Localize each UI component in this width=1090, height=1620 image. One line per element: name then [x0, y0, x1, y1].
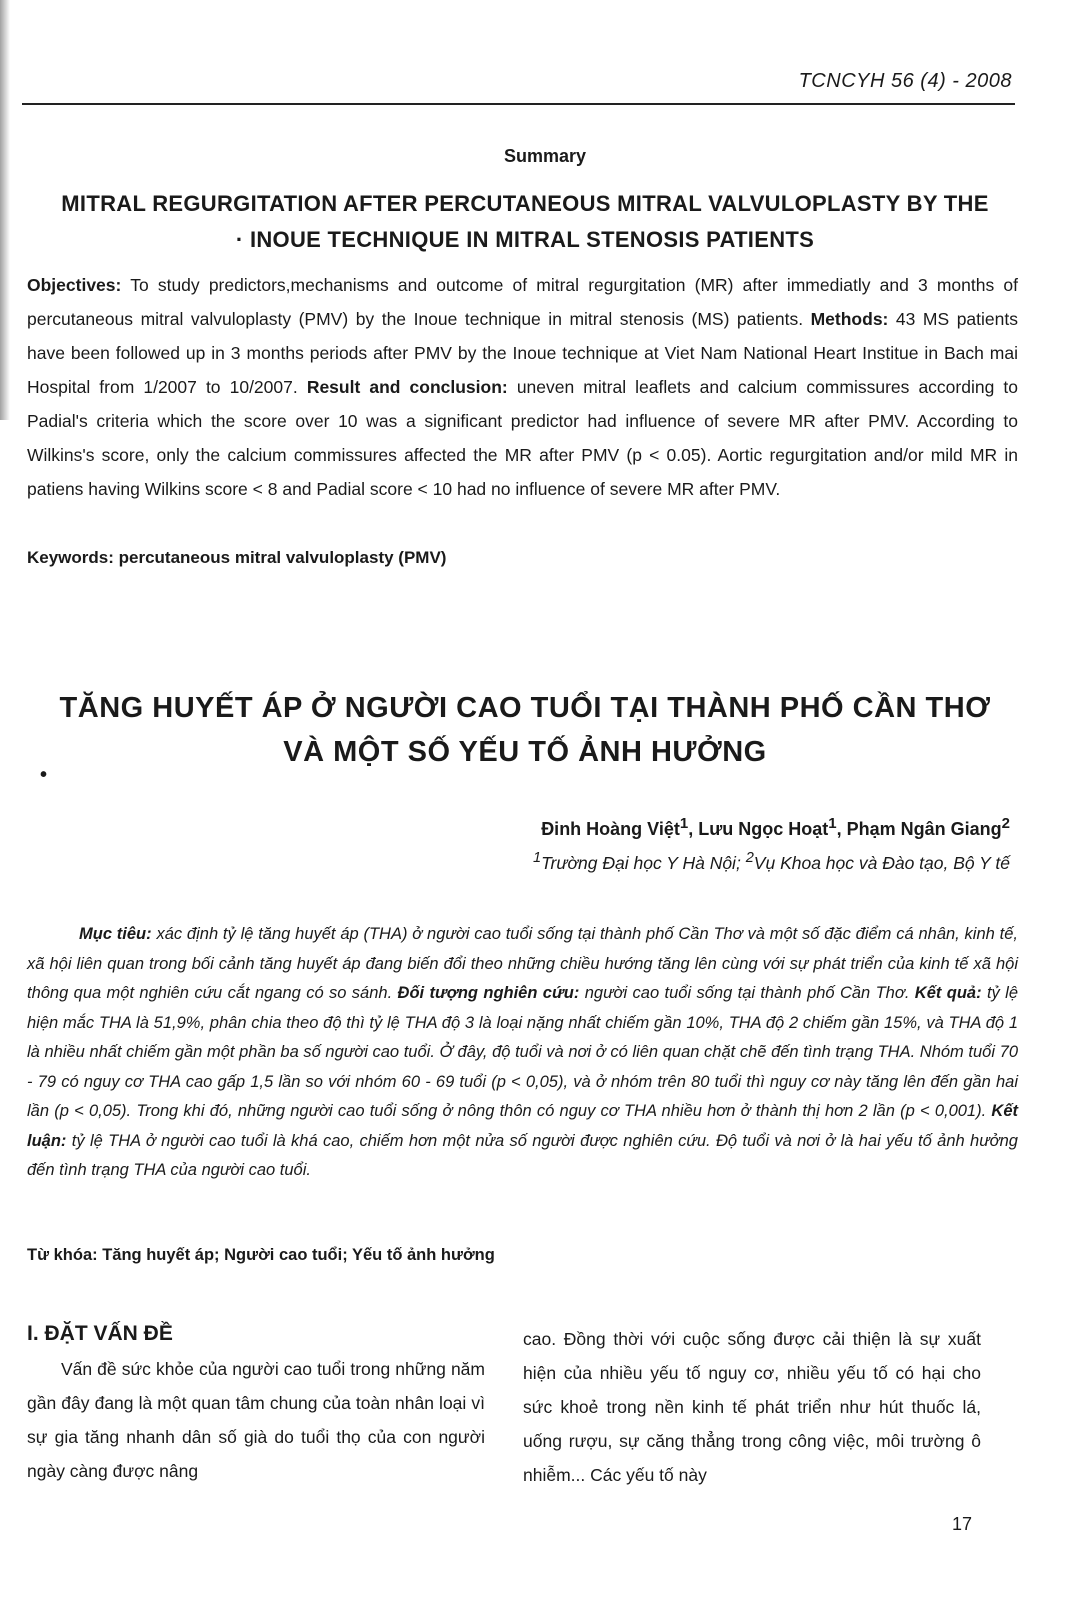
english-title-line-2: · INOUE TECHNIQUE IN MITRAL STENOSIS PATIENTS	[235, 227, 815, 252]
right-column-text: cao. Đồng thời với cuộc sống được cải thiện là sự xuất hiện của nhiều yếu tố nguy cơ, nhiều yếu tố có hại cho sức khoẻ trong nền kinh tế phát triển như hút thuốc lá, uống rượu, sự căng thẳng trong công việc, môi trường ô nhiễm... Các yếu tố này	[523, 1329, 981, 1485]
author-3: Phạm Ngân Giang	[846, 819, 1002, 839]
result-label: Result and conclusion:	[306, 377, 508, 397]
author-3-sup: 2	[1001, 815, 1010, 832]
journal-reference: TCNCYH 56 (4) - 2008	[798, 70, 1012, 92]
doi-tuong-label: Đối tượng nghiên cứu:	[397, 984, 580, 1002]
authors: Đinh Hoàng Việt$^1$, Lưu Ngọc Hoạt$^1$, Phạm Ngân Giang$^2$	[541, 815, 1010, 839]
summary-label: Summary	[503, 146, 587, 166]
author-2-sup: 1	[828, 815, 837, 832]
ket-qua-label: Kết quả:	[914, 984, 982, 1002]
result-text: uneven mitral leaflets and calcium commissures according to Padial's criteria which the score over 10 was a significant predictor had influence of severe MR after PMV. According to Wilkins's score, only the calcium commissures affected the MR after PMV (p < 0.05). Aortic regurgitation and/or mild MR in patiens having Wilkins score < 8 and Padial score < 10 had no influence of severe MR after PMV.	[27, 377, 1018, 499]
author-2: Lưu Ngọc Hoạt	[698, 819, 829, 839]
methods-text: 43 MS patients have been followed up in 3 months periods after PMV by the Inoue technique at Viet Nam National Heart Institue in Bach mai Hospital from 1/2007 to 10/2007.	[27, 309, 1018, 397]
methods-label: Methods:	[810, 309, 889, 329]
affiliation-1: Trường Đại học Y Hà Nội;	[541, 852, 741, 873]
objectives-label: Objectives:	[27, 275, 122, 295]
english-title	[30, 186, 1020, 258]
article-title	[20, 686, 1030, 774]
vietnamese-abstract	[27, 920, 1018, 1186]
objectives-text: To study predictors,mechanisms and outcome of mitral regurgitation (MR) after immediatly and 3 months of percutaneous mitral valvuloplasty (PMV) by the Inoue technique in mitral stenosis (MS) patients.	[27, 275, 1018, 329]
muc-tieu-label: Mục tiêu:	[79, 925, 152, 943]
ket-luan-text: tỷ lệ THA ở người cao tuổi là khá cao, chiếm hơn một nửa số người được nghiên cứu. Độ tuổi và nơi ở là hai yếu tố ảnh hưởng đến tình trạng THA của người cao tuổi.	[27, 1131, 1018, 1179]
muc-tieu-text: xác định tỷ lệ tăng huyết áp (THA) ở người cao tuổi sống tại thành phố Cần Thơ và một số đặc điểm cá nhân, kinh tế, xã hội liên quan trong bối cảnh tăng huyết áp đang biến đổi theo những chiều hướng tăng lên cùng với sự phát triển của kinh tế xã hội thông qua một nghiên cứu cắt ngang có so sánh.	[27, 925, 1018, 1002]
affiliation-2: Vụ Khoa học và Đào tạo, Bộ Y tế	[753, 852, 1010, 873]
body-left-column	[27, 1322, 485, 1488]
english-keywords: Keywords: percutaneous mitral valvuloplasty (PMV)	[27, 548, 447, 567]
header-rule	[22, 103, 1015, 105]
affiliation-1-sup: 1	[533, 850, 542, 866]
doi-tuong-text: người cao tuổi sống tại thành phố Cần Thơ.	[584, 984, 910, 1002]
english-abstract	[27, 268, 1018, 506]
scan-edge-shadow	[0, 0, 10, 420]
page-number: 17	[951, 1514, 972, 1534]
affiliation-2-sup: 2	[745, 850, 754, 866]
ket-luan-label: Kết luận:	[27, 1102, 1019, 1150]
english-title-line-1: MITRAL REGURGITATION AFTER PERCUTANEOUS MITRAL VALVULOPLASTY BY THE	[61, 191, 989, 216]
affiliations	[533, 850, 1010, 874]
article-title-line-2: VÀ MỘT SỐ YẾU TỐ ẢNH HƯỞNG	[283, 736, 767, 768]
body-right-column	[523, 1322, 981, 1492]
title-bullet: ·	[235, 227, 250, 252]
vietnamese-keywords: Từ khóa: Tăng huyết áp; Người cao tuổi; Yếu tố ảnh hưởng	[27, 1246, 495, 1264]
ket-qua-text: tỷ lệ hiện mắc THA là 51,9%, phân chia theo độ thì tỷ lệ THA độ 3 là loại nặng nhất chiếm gần 10%, THA độ 2 chiếm gần 15%, và THA độ 1 là nhiều nhất chiếm gần một phần ba số người cao tuổi. Ở đây, độ tuổi và nơi ở có liên quan chặt chẽ đến tình trạng THA. Nhóm tuổi 70 - 79 có nguy cơ THA cao gấp 1,5 lần so với nhóm 60 - 69 tuổi (p < 0,05), và ở nhóm trên 80 tuổi thì nguy cơ này tăng lên đến gần hai lần (p < 0,05). Trong khi đó, những người cao tuổi sống ở nông thôn có nguy cơ THA nhiều hơn ở thành thị hơn 2 lần (p < 0,001).	[27, 984, 1018, 1120]
article-title-line-1: TĂNG HUYẾT ÁP Ở NGƯỜI CAO TUỔI TẠI THÀNH PHỐ CẦN THƠ	[59, 692, 991, 724]
bullet-mark: •	[40, 764, 48, 786]
author-1-sup: 1	[679, 815, 689, 832]
section-heading: I. ĐẶT VẤN ĐỀ	[27, 1322, 173, 1345]
author-1: Đinh Hoàng Việt	[541, 819, 680, 839]
left-column-text: Vấn đề sức khỏe của người cao tuổi trong những năm gần đây đang là một quan tâm chung của toàn nhân loại vì sự gia tăng nhanh dân số già do tuổi thọ của con người ngày càng được nâng	[27, 1359, 485, 1481]
